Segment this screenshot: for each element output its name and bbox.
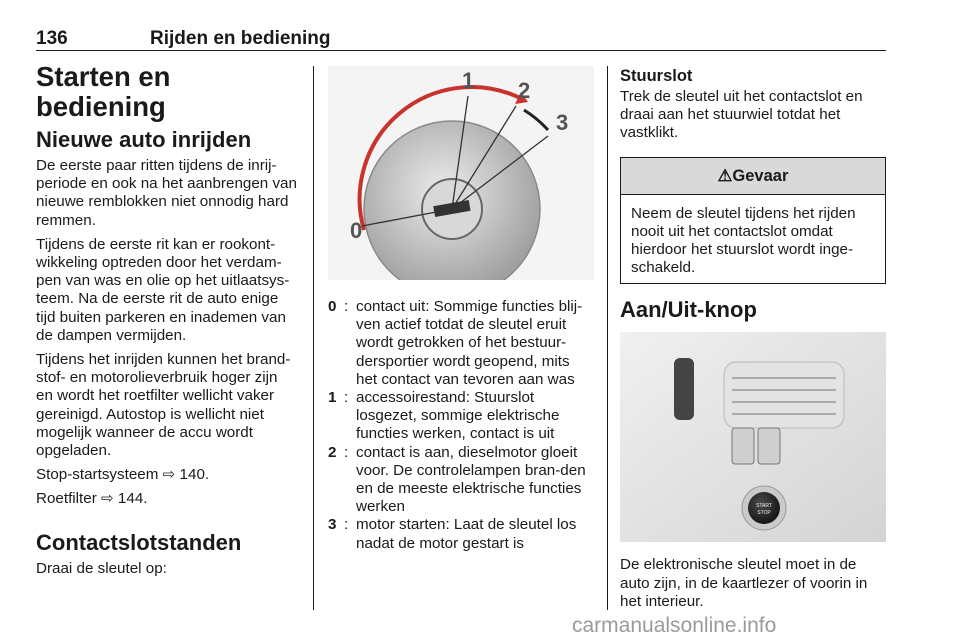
label-3: 3 <box>556 110 569 135</box>
label-1: 1 <box>462 68 475 93</box>
warning-triangle-icon: ⚠ <box>717 166 733 185</box>
ignition-illustration <box>328 66 594 280</box>
column-2 <box>328 62 594 553</box>
paragraph: Trek de sleutel uit het contactslot en draai aan het stuurwiel totdat het vastklikt. <box>620 88 863 142</box>
paragraph: Tijdens de eerste rit kan er rookont-wikkeling optreden door het verdam-pen van was en olie op het uitlaatsys-teem. Na de eerste rit de auto enige tijd buiten parkeren en inademen van de dampen vermijden. <box>36 235 290 344</box>
legend-item: 0 : contact uit: Sommige functies blij-ven actief totdat de sleutel eruit wordt getrokken of het bestuur-dersportier wordt geopend, mits het contact van tevoren aan was <box>328 298 594 389</box>
warning-header <box>621 158 885 195</box>
heading-aan-uit-knop: Aan/Uit-knop <box>620 297 757 323</box>
column-3 <box>620 62 886 617</box>
paragraph: De eerste paar ritten tijdens de inrij-periode en ook na het aanbrengen van nieuwe remblokken niet onnodig hard remmen. <box>36 157 297 229</box>
legend-key: 3 <box>328 516 337 534</box>
link-stop-start[interactable]: Stop-startsysteem ⇨ 140. <box>36 466 210 484</box>
subtitle-contactslot: Contactslotstanden <box>36 529 242 555</box>
legend-item: 3 : motor starten: Laat de sleutel los nadat de motor gestart is <box>328 516 594 552</box>
legend-text: accessoirestand: Stuurslot losgezet, sommige elektrische functies werken, contact is uit <box>356 389 560 443</box>
column-divider-1 <box>313 66 314 610</box>
start-stop-illustration <box>620 332 886 542</box>
button-label-stop: STOP <box>757 510 771 517</box>
warning-title: Gevaar <box>732 166 789 185</box>
dashboard-svg <box>620 332 886 542</box>
legend-text: contact is aan, dieselmotor gloeit voor. De controlelampen bran-den en de meeste elektrische functies werken <box>356 443 586 516</box>
heading-stuurslot: Stuurslot <box>620 67 693 85</box>
link-roetfilter[interactable]: Roetfilter ⇨ 144. <box>36 490 148 508</box>
warning-box <box>620 157 886 285</box>
position-legend <box>328 298 594 553</box>
label-0: 0 <box>350 218 363 243</box>
page-header <box>36 28 886 51</box>
paragraph: De elektronische sleutel moet in de auto zijn, in de kaartlezer of voorin in het interieur. <box>620 556 868 610</box>
warning-text: Neem de sleutel tijdens het rijden nooit uit het contactslot omdat hierdoor het stuurslot wordt inge-schakeld. <box>631 204 856 277</box>
watermark: carmanualsonline.info <box>572 614 777 637</box>
arc-2-3 <box>524 110 548 130</box>
paragraph: Tijdens het inrijden kunnen het brand-stof- en motorolieverbruik hoger zijn en wordt het roetfilter wellicht vaker gereinigd. Autostop is wellicht niet mogelijk wanneer de accu wordt opgeladen. <box>36 351 291 460</box>
legend-text: motor starten: Laat de sleutel los nadat de motor gestart is <box>356 516 577 552</box>
switch-left[interactable] <box>732 428 754 464</box>
legend-key: 2 <box>328 443 337 461</box>
section-title: Rijden en bediening <box>150 28 331 49</box>
page-title: Starten en bediening <box>36 61 171 122</box>
legend-key: 1 <box>328 389 337 407</box>
warning-body <box>621 195 885 284</box>
legend-item: 1 : accessoirestand: Stuurslot losgezet, sommige elektrische functies werken, contact is uit <box>328 389 594 444</box>
paragraph: Draai de sleutel op: <box>36 559 167 577</box>
button-label-start: START <box>756 503 772 510</box>
key-card-slot <box>674 358 694 420</box>
air-vent <box>724 362 844 428</box>
subtitle-inrijden: Nieuwe auto inrijden <box>36 127 252 152</box>
page-number: 136 <box>36 28 68 49</box>
legend-item: 2 : contact is aan, dieselmotor gloeit voor. De controlelampen bran-den en de meeste elektrische functies werken <box>328 444 594 517</box>
column-1 <box>36 62 298 584</box>
ignition-svg <box>328 66 594 280</box>
switch-right[interactable] <box>758 428 780 464</box>
label-2: 2 <box>518 78 531 103</box>
legend-text: contact uit: Sommige functies blij-ven actief totdat de sleutel eruit wordt getrokken of het bestuur-dersportier wordt geopend, mits het contact van tevoren aan was <box>356 298 583 388</box>
column-divider-2 <box>607 66 608 610</box>
legend-key: 0 <box>328 298 337 315</box>
